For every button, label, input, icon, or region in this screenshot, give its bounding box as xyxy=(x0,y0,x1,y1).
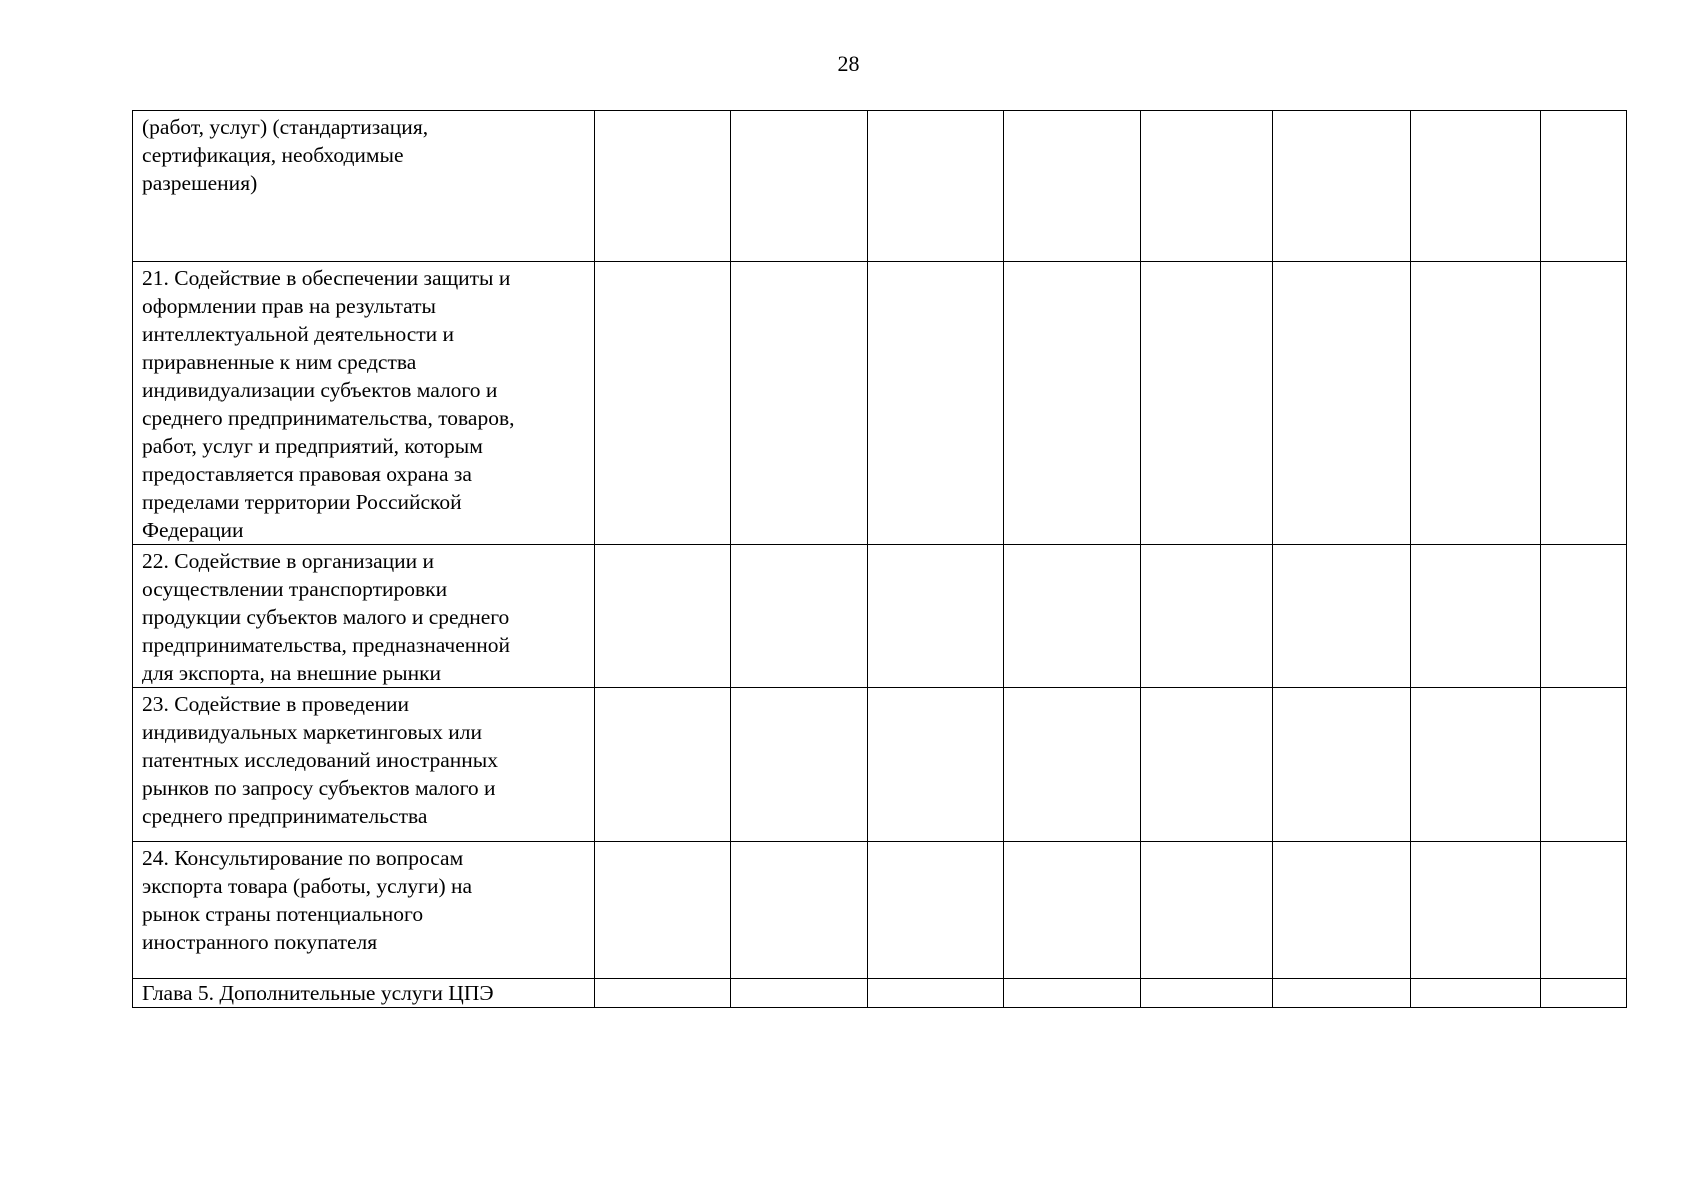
row-label: 23. Содействие в проведении индивидуальных маркетинговых или патентных исследований иностранных рынков по запросу субъектов малого и среднего предпринимательства xyxy=(133,688,595,842)
empty-cell xyxy=(868,688,1004,842)
empty-cell xyxy=(1411,545,1541,688)
empty-cell xyxy=(1273,688,1411,842)
row-label: (работ, услуг) (стандартизация, сертификация, необходимые разрешения) xyxy=(133,111,595,262)
empty-cell xyxy=(1273,842,1411,979)
empty-cell xyxy=(1541,262,1627,545)
empty-cell xyxy=(1141,688,1273,842)
empty-cell xyxy=(1273,979,1411,1008)
table-row xyxy=(133,688,1627,842)
table-row xyxy=(133,842,1627,979)
empty-cell xyxy=(1141,262,1273,545)
empty-cell xyxy=(1541,545,1627,688)
empty-cell xyxy=(731,979,868,1008)
empty-cell xyxy=(1141,979,1273,1008)
empty-cell xyxy=(868,262,1004,545)
empty-cell xyxy=(1541,842,1627,979)
empty-cell xyxy=(595,111,731,262)
empty-cell xyxy=(868,545,1004,688)
empty-cell xyxy=(595,979,731,1008)
empty-cell xyxy=(868,979,1004,1008)
table-row xyxy=(133,979,1627,1008)
empty-cell xyxy=(1411,842,1541,979)
empty-cell xyxy=(1004,262,1141,545)
empty-cell xyxy=(1273,545,1411,688)
empty-cell xyxy=(1141,545,1273,688)
table-row xyxy=(133,111,1627,262)
empty-cell xyxy=(1004,842,1141,979)
empty-cell xyxy=(595,545,731,688)
empty-cell xyxy=(1411,111,1541,262)
row-label: 24. Консультирование по вопросам экспорта товара (работы, услуги) на рынок страны потенциального иностранного покупателя xyxy=(133,842,595,979)
empty-cell xyxy=(1004,545,1141,688)
empty-cell xyxy=(731,545,868,688)
row-label: 21. Содействие в обеспечении защиты и оформлении прав на результаты интеллектуальной деятельности и приравненные к ним средства индивидуализации субъектов малого и среднего предпринимательства, товаров, работ, услуг и предприятий, которым предоставляется правовая охрана за пределами территории Российской Федерации xyxy=(133,262,595,545)
empty-cell xyxy=(595,688,731,842)
empty-cell xyxy=(731,688,868,842)
empty-cell xyxy=(868,111,1004,262)
empty-cell xyxy=(731,262,868,545)
empty-cell xyxy=(1411,262,1541,545)
empty-cell xyxy=(1541,111,1627,262)
empty-cell xyxy=(731,842,868,979)
empty-cell xyxy=(595,262,731,545)
empty-cell xyxy=(1541,688,1627,842)
empty-cell xyxy=(1004,979,1141,1008)
empty-cell xyxy=(595,842,731,979)
empty-cell xyxy=(1004,111,1141,262)
empty-cell xyxy=(1004,688,1141,842)
table-row xyxy=(133,545,1627,688)
table-row xyxy=(133,262,1627,545)
empty-cell xyxy=(868,842,1004,979)
empty-cell xyxy=(1541,979,1627,1008)
empty-cell xyxy=(1141,842,1273,979)
empty-cell xyxy=(1411,688,1541,842)
page-number: 28 xyxy=(837,51,860,76)
empty-cell xyxy=(1273,262,1411,545)
empty-cell xyxy=(1411,979,1541,1008)
empty-cell xyxy=(1141,111,1273,262)
services-table xyxy=(132,110,1627,1008)
empty-cell xyxy=(1273,111,1411,262)
chapter-heading: Глава 5. Дополнительные услуги ЦПЭ xyxy=(133,979,595,1008)
row-label: 22. Содействие в организации и осуществлении транспортировки продукции субъектов малого и среднего предпринимательства, предназначенной для экспорта, на внешние рынки xyxy=(133,545,595,688)
empty-cell xyxy=(731,111,868,262)
